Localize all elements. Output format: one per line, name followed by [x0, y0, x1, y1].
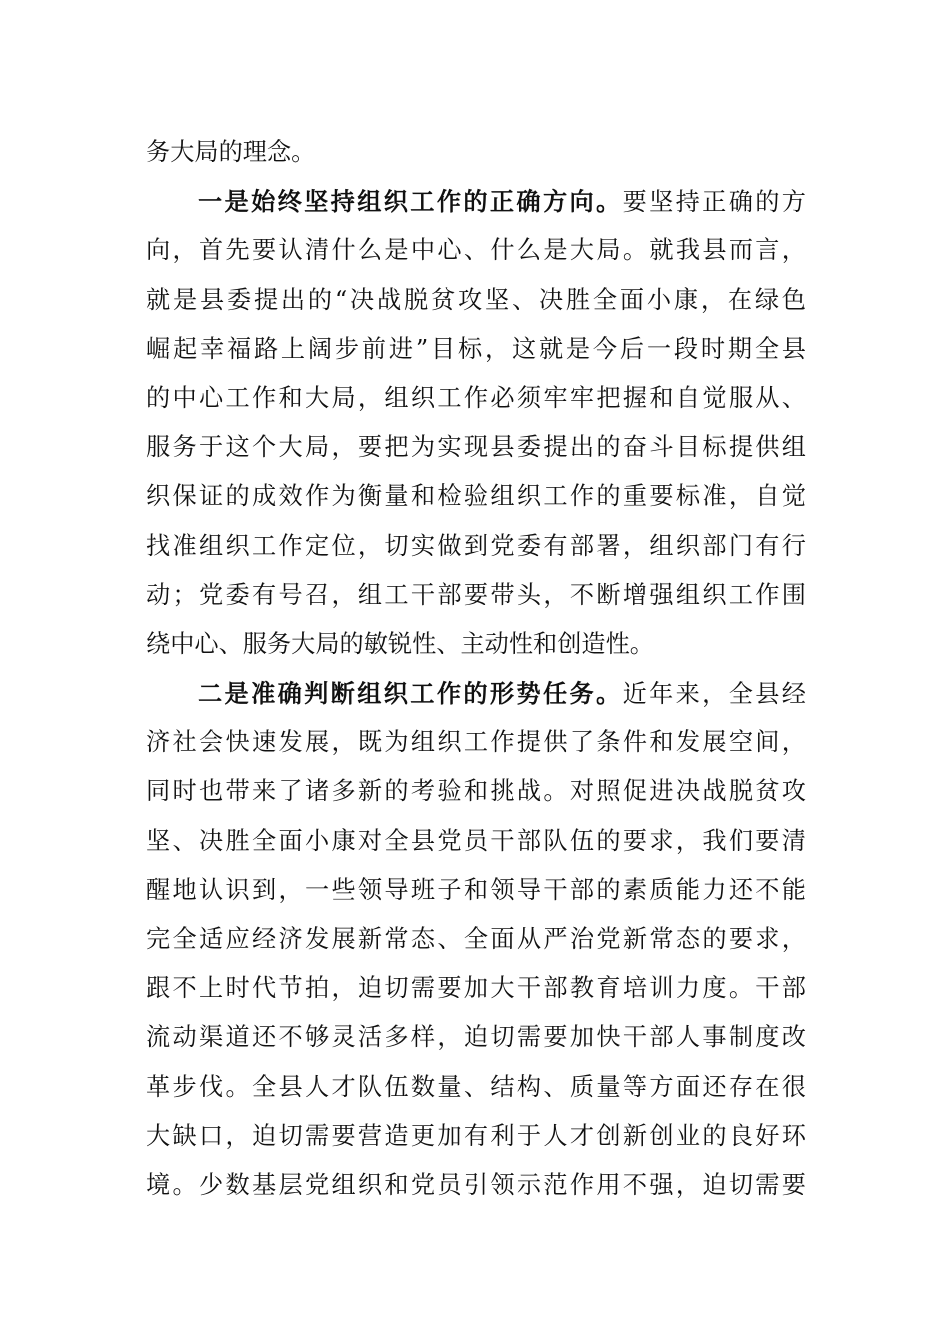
paragraph-1-first-rest: 要坚持正确的方 — [622, 188, 806, 217]
text-line: 境。少数基层党组织和党员引领示范作用不强，迫切需要 — [146, 1170, 806, 1199]
text-line: 动；党委有号召，组工干部要带头，不断增强组织工作围 — [146, 580, 806, 609]
text-line: 织保证的成效作为衡量和检验组织工作的重要标准，自觉 — [146, 482, 806, 511]
text-line: 坚、决胜全面小康对全县党员干部队伍的要求，我们要清 — [146, 826, 806, 855]
text-line: 绕中心、服务大局的敏锐性、主动性和创造性。 — [146, 629, 654, 658]
paragraph-2-lead: 二是准确判断组织工作的形势任务。 — [198, 679, 623, 709]
paragraph-2-first-rest: 近年来，全县经 — [622, 680, 806, 709]
text-line: 流动渠道还不够灵活多样，迫切需要加快干部人事制度改 — [146, 1023, 806, 1052]
text-line: 崛起幸福路上阔步前进”目标，这就是今后一段时期全县 — [146, 334, 806, 363]
text-line: 就是县委提出的“决战脱贫攻坚、决胜全面小康，在绿色 — [146, 285, 806, 314]
text-line: 向，首先要认清什么是中心、什么是大局。就我县而言， — [146, 236, 806, 265]
text-line: 完全适应经济发展新常态、全面从严治党新常态的要求， — [146, 925, 806, 953]
text-line: 找准组织工作定位，切实做到党委有部署，组织部门有行 — [146, 531, 806, 560]
text-line: 跟不上时代节拍，迫切需要加大干部教育培训力度。干部 — [146, 974, 806, 1003]
text-line: 服务于这个大局，要把为实现县委提出的奋斗目标提供组 — [146, 433, 806, 462]
body-text — [146, 128, 806, 1210]
text-line: 大缺口，迫切需要营造更加有利于人才创新创业的良好环 — [146, 1121, 806, 1150]
text-line: 同时也带来了诸多新的考验和挑战。对照促进决战脱贫攻 — [146, 777, 806, 806]
paragraph-1-lead: 一是始终坚持组织工作的正确方向。 — [198, 187, 623, 217]
text-line: 济社会快速发展，既为组织工作提供了条件和发展空间， — [146, 728, 806, 757]
text-line: 务大局的理念。 — [146, 138, 316, 166]
text-line: 醒地认识到，一些领导班子和领导干部的素质能力还不能 — [146, 875, 806, 904]
paragraph-2-first-line — [146, 669, 806, 718]
text-line: 的中心工作和大局，组织工作必须牢牢把握和自觉服从、 — [146, 383, 806, 412]
text-line: 革步伐。全县人才队伍数量、结构、质量等方面还存在很 — [146, 1072, 806, 1101]
paragraph-1-first-line — [146, 177, 806, 226]
